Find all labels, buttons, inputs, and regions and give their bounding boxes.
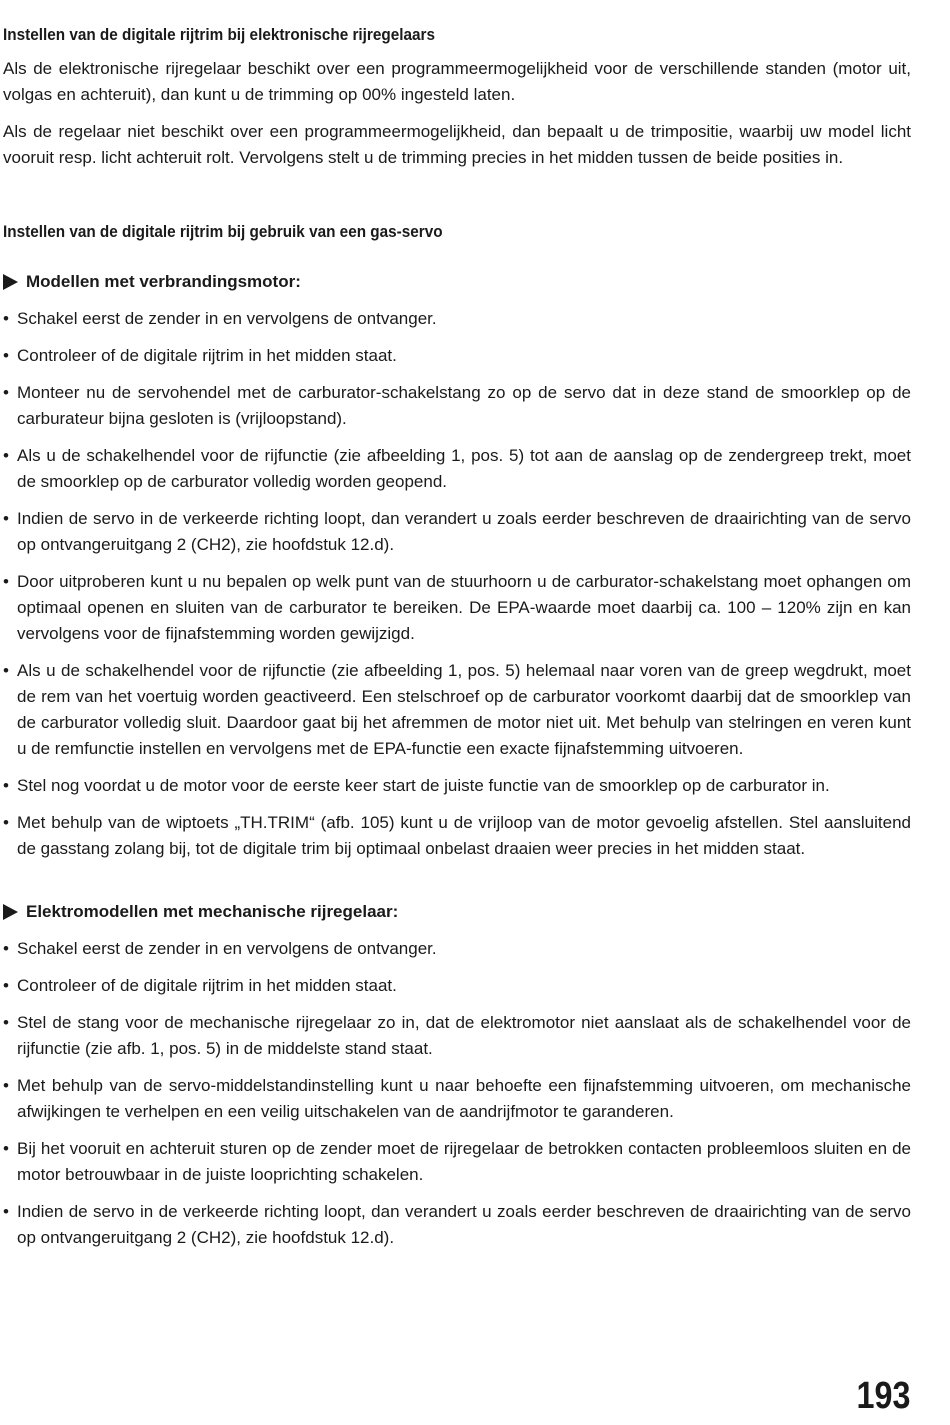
list-item: • Indien de servo in de verkeerde richting loopt, dan verandert u zoals eerder beschreven de draairichting van de servo op ontvangeruitgang 2 (CH2), zie hoofdstuk 12.d). (3, 1199, 911, 1251)
list-item: • Stel nog voordat u de motor voor de eerste keer start de juiste functie van de smoorklep op de carburator in. (3, 773, 911, 799)
subsection-heading-combustion (3, 269, 911, 295)
page-number: 193 (856, 1375, 910, 1417)
list-item: • Stel de stang voor de mechanische rijregelaar zo in, dat de elektromotor niet aanslaat als de schakelhendel voor de rijfunctie (zie afb. 1, pos. 5) in de middelste stand staat. (3, 1010, 911, 1062)
list-item: • Als u de schakelhendel voor de rijfunctie (zie afbeelding 1, pos. 5) tot aan de aanslag op de zendergreep trekt, moet de smoorklep op de carburator volledig worden geopend. (3, 443, 911, 495)
list-item: • Controleer of de digitale rijtrim in het midden staat. (3, 973, 911, 999)
list-item: • Bij het vooruit en achteruit sturen op de zender moet de rijregelaar de betrokken contacten probleemloos sluiten en de motor betrouwbaar in de juiste looprichting schakelen. (3, 1136, 911, 1188)
paragraph: Als de regelaar niet beschikt over een programmeermogelijkheid, dan bepaalt u de trimpositie, waarbij uw model licht vooruit resp. licht achteruit rolt. Vervolgens stelt u de trimming precies in het midden tussen de beide posities in. (3, 122, 911, 167)
section-heading-electronic-regulators: Instellen van de digitale rijtrim bij elektronische rijregelaars (3, 25, 435, 44)
list-item: • Als u de schakelhendel voor de rijfunctie (zie afbeelding 1, pos. 5) helemaal naar voren van de greep wegdrukt, moet de rem van het voertuig worden geactiveerd. Een stelschroef op de carburator voorkomt daarbij dat de smoorklep van de carburator volledig sluit. Daardoor gaat bij het afremmen de motor niet uit. Met behulp van stelringen en veren kunt u de remfunctie instellen en vervolgens met de EPA-functie een exacte fijnafstemming uitvoeren. (3, 658, 911, 762)
paragraph: Als de elektronische rijregelaar beschikt over een programmeermogelijkheid voor de verschillende standen (motor uit, volgas en achteruit), dan kunt u de trimming op 00% ingesteld laten. (3, 59, 911, 104)
section-heading-gas-servo: Instellen van de digitale rijtrim bij gebruik van een gas-servo (3, 222, 443, 241)
triangle-right-icon (3, 904, 18, 920)
list-item: • Controleer of de digitale rijtrim in het midden staat. (3, 343, 911, 369)
list-item: • Schakel eerst de zender in en vervolgens de ontvanger. (3, 936, 911, 962)
subsection-title: Elektromodellen met mechanische rijregelaar: (26, 902, 399, 921)
list-item: • Door uitproberen kunt u nu bepalen op welk punt van de stuurhoorn u de carburator-schakelstang moet ophangen om optimaal openen en sluiten van de carburator te bereiken. De EPA-waarde moet daarbij ca. 100 – 120% zijn en kan vervolgens voor de fijnafstemming worden gewijzigd. (3, 569, 911, 647)
triangle-right-icon (3, 274, 18, 290)
list-item: • Met behulp van de wiptoets „TH.TRIM“ (afb. 105) kunt u de vrijloop van de motor gevoelig afstellen. Stel aansluitend de gasstang zolang bij, tot de digitale trim bij optimaal onbelast draaien weer precies in het midden staat. (3, 810, 911, 862)
subsection-heading-electric (3, 899, 911, 925)
list-item: • Schakel eerst de zender in en vervolgens de ontvanger. (3, 306, 911, 332)
list-item: • Met behulp van de servo-middelstandinstelling kunt u naar behoefte een fijnafstemming uitvoeren, om mechanische afwijkingen te verhelpen en een veilig uitschakelen van de aandrijfmotor te garanderen. (3, 1073, 911, 1125)
list-item: • Monteer nu de servohendel met de carburator-schakelstang zo op de servo dat in deze stand de smoorklep op de carburateur bijna gesloten is (vrijloopstand). (3, 380, 911, 432)
bullet-list-combustion (3, 306, 911, 862)
subsection-title: Modellen met verbrandingsmotor: (26, 272, 301, 291)
document-page (3, 22, 911, 1262)
list-item: • Indien de servo in de verkeerde richting loopt, dan verandert u zoals eerder beschreven de draairichting van de servo op ontvangeruitgang 2 (CH2), zie hoofdstuk 12.d). (3, 506, 911, 558)
bullet-list-electric (3, 936, 911, 1251)
